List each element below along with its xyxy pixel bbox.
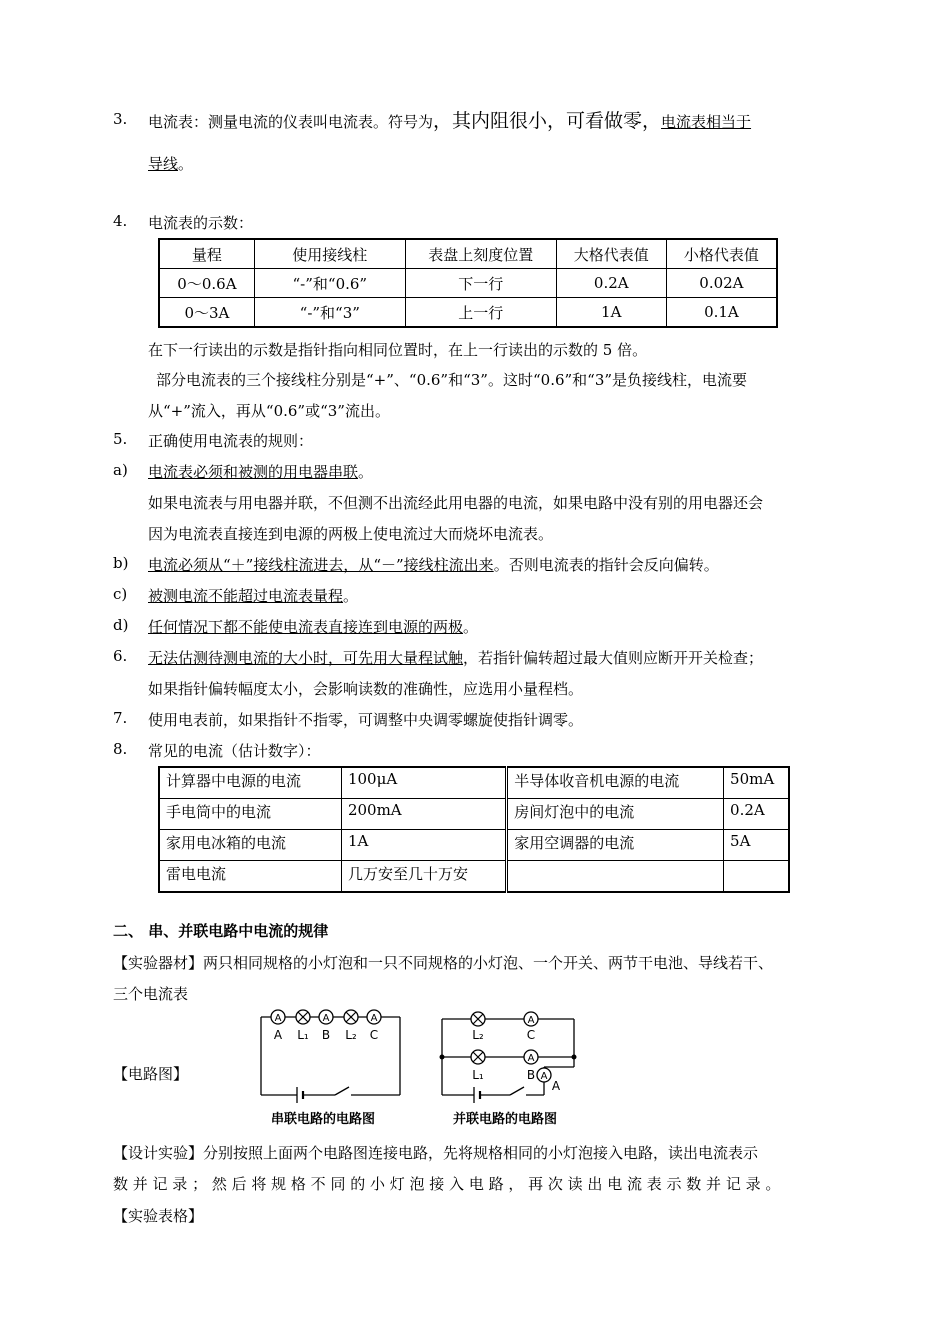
table-cell: 几万安至几十万安	[341, 861, 506, 893]
rule-d	[148, 616, 478, 637]
table-cell: 计算器中电源的电流	[159, 767, 341, 799]
table-row	[159, 298, 777, 328]
rule-b-label: b)	[113, 554, 129, 572]
table-header-cell: 大格代表值	[556, 239, 666, 269]
table-header-cell: 量程	[159, 239, 254, 269]
table-row	[159, 799, 789, 830]
svg-text:A: A	[527, 1053, 535, 1064]
table-cell: 房间灯泡中的电流	[507, 799, 724, 830]
item4-note1: 在下一行读出的示数是指针指向相同位置时，在上一行读出的示数的 5 倍。	[148, 341, 648, 359]
junction-dot	[440, 1055, 445, 1060]
lamp-l2-icon	[471, 1012, 485, 1026]
table-cell: 手电筒中的电流	[159, 799, 341, 830]
svg-text:A: A	[540, 1071, 548, 1082]
table-cell: 200mA	[341, 799, 506, 830]
item3-text-c: 电流表相当于	[661, 113, 752, 131]
junction-dot	[572, 1055, 577, 1060]
design-line2: 数 并 记 录 ； 然 后 将 规 格 不 同 的 小 灯 泡 接 入 电 路 ， 再 次 读 出 电 流 表 示 数 并 记 录 。	[113, 1175, 781, 1193]
ammeter-b-icon	[319, 1010, 333, 1024]
parallel-circuit-diagram	[432, 1005, 582, 1130]
item3-line2	[148, 153, 193, 174]
rule-d-label: d)	[113, 616, 129, 634]
design-line1	[113, 1142, 758, 1163]
item3-line1	[148, 106, 751, 133]
item4-number: 4.	[113, 212, 128, 230]
section2-heading: 二、 串、并联电路中电流的规律	[113, 922, 329, 940]
table-cell: “-”和“3”	[254, 298, 405, 328]
rule-a-end: 。	[358, 463, 374, 481]
lamp-l1-icon	[471, 1050, 485, 1064]
series-caption: 串联电路的电路图	[270, 1112, 376, 1127]
rule-c-label: c)	[113, 585, 128, 603]
table-cell: 100μA	[341, 767, 506, 799]
label-a: A	[551, 1079, 561, 1093]
table-cell: 1A	[556, 298, 666, 328]
item3-text-a: 电流表：测量电流的仪表叫电流表。符号为	[148, 113, 434, 131]
ammeter-b-icon	[524, 1050, 538, 1064]
svg-text:A: A	[527, 1015, 535, 1026]
table-cell: 半导体收音机电源的电流	[507, 767, 724, 799]
item4-title: 电流表的示数：	[148, 214, 254, 232]
item7-number: 7.	[113, 709, 128, 727]
ammeter-a-icon	[271, 1010, 285, 1024]
range-table	[158, 238, 778, 328]
item6-text-rest: ，若指针偏转超过最大值则应断开开关检查；	[463, 649, 764, 667]
item6-line2: 如果指针偏转幅度太小，会影响读数的准确性，应选用小量程档。	[148, 680, 584, 698]
label-l2: L₂	[345, 1028, 357, 1042]
table-cell: 家用空调器的电流	[507, 830, 724, 861]
label-c: C	[526, 1028, 536, 1042]
rule-a-label: a)	[113, 461, 128, 479]
lamp-l2-icon	[344, 1010, 358, 1024]
table-cell: 家用电冰箱的电流	[159, 830, 341, 861]
svg-text:A: A	[370, 1013, 378, 1024]
rule-b	[148, 554, 719, 575]
circuit-tag: 【电路图】	[113, 1065, 189, 1083]
rule-b-text: 电流必须从“＋”接线柱流进去，从“－”接线柱流出来	[148, 556, 494, 574]
item3-text-e: 。	[178, 155, 194, 173]
label-a: A	[273, 1028, 283, 1042]
ammeter-c-icon	[524, 1012, 538, 1026]
svg-text:A: A	[322, 1013, 330, 1024]
ammeter-c-icon	[367, 1010, 381, 1024]
rule-a-note2: 因为电流表直接连到电源的两极上使电流过大而烧坏电流表。	[148, 525, 554, 543]
table-cell: 0.02A	[666, 269, 777, 298]
table-row	[159, 767, 789, 799]
item8-title: 常见的电流（估计数字）：	[148, 742, 321, 760]
rule-d-end: 。	[463, 618, 479, 636]
table-cell: 雷电电流	[159, 861, 341, 893]
parallel-caption: 并联电路的电路图	[452, 1112, 558, 1127]
table-tag: 【实验表格】	[113, 1207, 204, 1225]
label-c: C	[369, 1028, 379, 1042]
range-table-header	[159, 239, 777, 269]
table-row	[159, 269, 777, 298]
table-cell: 1A	[341, 830, 506, 861]
item3-text-b: ，其内阻很小，可看做零，	[433, 110, 662, 132]
item4-note2: 部分电流表的三个接线柱分别是“+”、“0.6”和“3”。这时“0.6”和“3”是负接线柱，电流要	[156, 371, 748, 389]
table-cell: 0.2A	[556, 269, 666, 298]
rule-c-end: 。	[343, 587, 359, 605]
ammeter-a-icon	[537, 1068, 551, 1082]
rule-d-text: 任何情况下都不能使电流表直接连到电源的两极	[148, 618, 464, 636]
rule-c	[148, 585, 358, 606]
materials-line1	[113, 952, 773, 973]
table-cell: 0～0.6A	[159, 269, 254, 298]
materials-line2: 三个电流表	[113, 985, 189, 1003]
item5-title: 正确使用电流表的规则：	[148, 432, 314, 450]
item7-text: 使用电表前，如果指针不指零，可调整中央调零螺旋使指针调零。	[148, 711, 584, 729]
table-cell: 5A	[724, 830, 789, 861]
rule-a	[148, 461, 373, 482]
table-cell: 下一行	[405, 269, 556, 298]
table-cell: 上一行	[405, 298, 556, 328]
table-cell	[724, 861, 789, 893]
table-header-cell: 表盘上刻度位置	[405, 239, 556, 269]
design-tag: 【设计实验】	[113, 1144, 204, 1162]
common-currents-table	[158, 766, 790, 893]
item4-note3: 从“+”流入，再从“0.6”或“3”流出。	[148, 402, 390, 420]
materials-text: 两只相同规格的小灯泡和一只不同规格的小灯泡、一个开关、两节干电池、导线若干、	[203, 954, 774, 972]
series-circuit-diagram	[255, 1005, 415, 1130]
table-cell: 50mA	[724, 767, 789, 799]
item3-text-d: 导线	[148, 155, 179, 173]
table-header-cell: 使用接线柱	[254, 239, 405, 269]
table-cell: 0～3A	[159, 298, 254, 328]
table-row	[159, 861, 789, 893]
rule-a-note1: 如果电流表与用电器并联，不但测不出流经此用电器的电流，如果电路中没有别的用电器还会	[148, 494, 764, 512]
label-l1: L₁	[472, 1068, 484, 1082]
lamp-l1-icon	[296, 1010, 310, 1024]
table-row	[159, 830, 789, 861]
rule-b-rest: 。否则电流表的指针会反向偏转。	[493, 556, 719, 574]
rule-a-text: 电流表必须和被测的用电器串联	[148, 463, 359, 481]
table-cell	[507, 861, 724, 893]
item6-text-underlined: 无法估测待测电流的大小时，可先用大量程试触	[148, 649, 464, 667]
item8-number: 8.	[113, 740, 128, 758]
item6-number: 6.	[113, 647, 128, 665]
label-b: B	[321, 1028, 331, 1042]
materials-tag: 【实验器材】	[113, 954, 204, 972]
label-l2: L₂	[472, 1028, 484, 1042]
label-l1: L₁	[297, 1028, 309, 1042]
item3-number: 3.	[113, 110, 128, 128]
label-b: B	[526, 1068, 536, 1082]
item6-line1	[148, 647, 763, 668]
table-cell: 0.2A	[724, 799, 789, 830]
design-text: 分别按照上面两个电路图连接电路，先将规格相同的小灯泡接入电路，读出电流表示	[203, 1144, 759, 1162]
rule-c-text: 被测电流不能超过电流表量程	[148, 587, 344, 605]
table-cell: “-”和“0.6”	[254, 269, 405, 298]
svg-text:A: A	[274, 1013, 282, 1024]
table-cell: 0.1A	[666, 298, 777, 328]
item5-number: 5.	[113, 430, 128, 448]
table-header-cell: 小格代表值	[666, 239, 777, 269]
